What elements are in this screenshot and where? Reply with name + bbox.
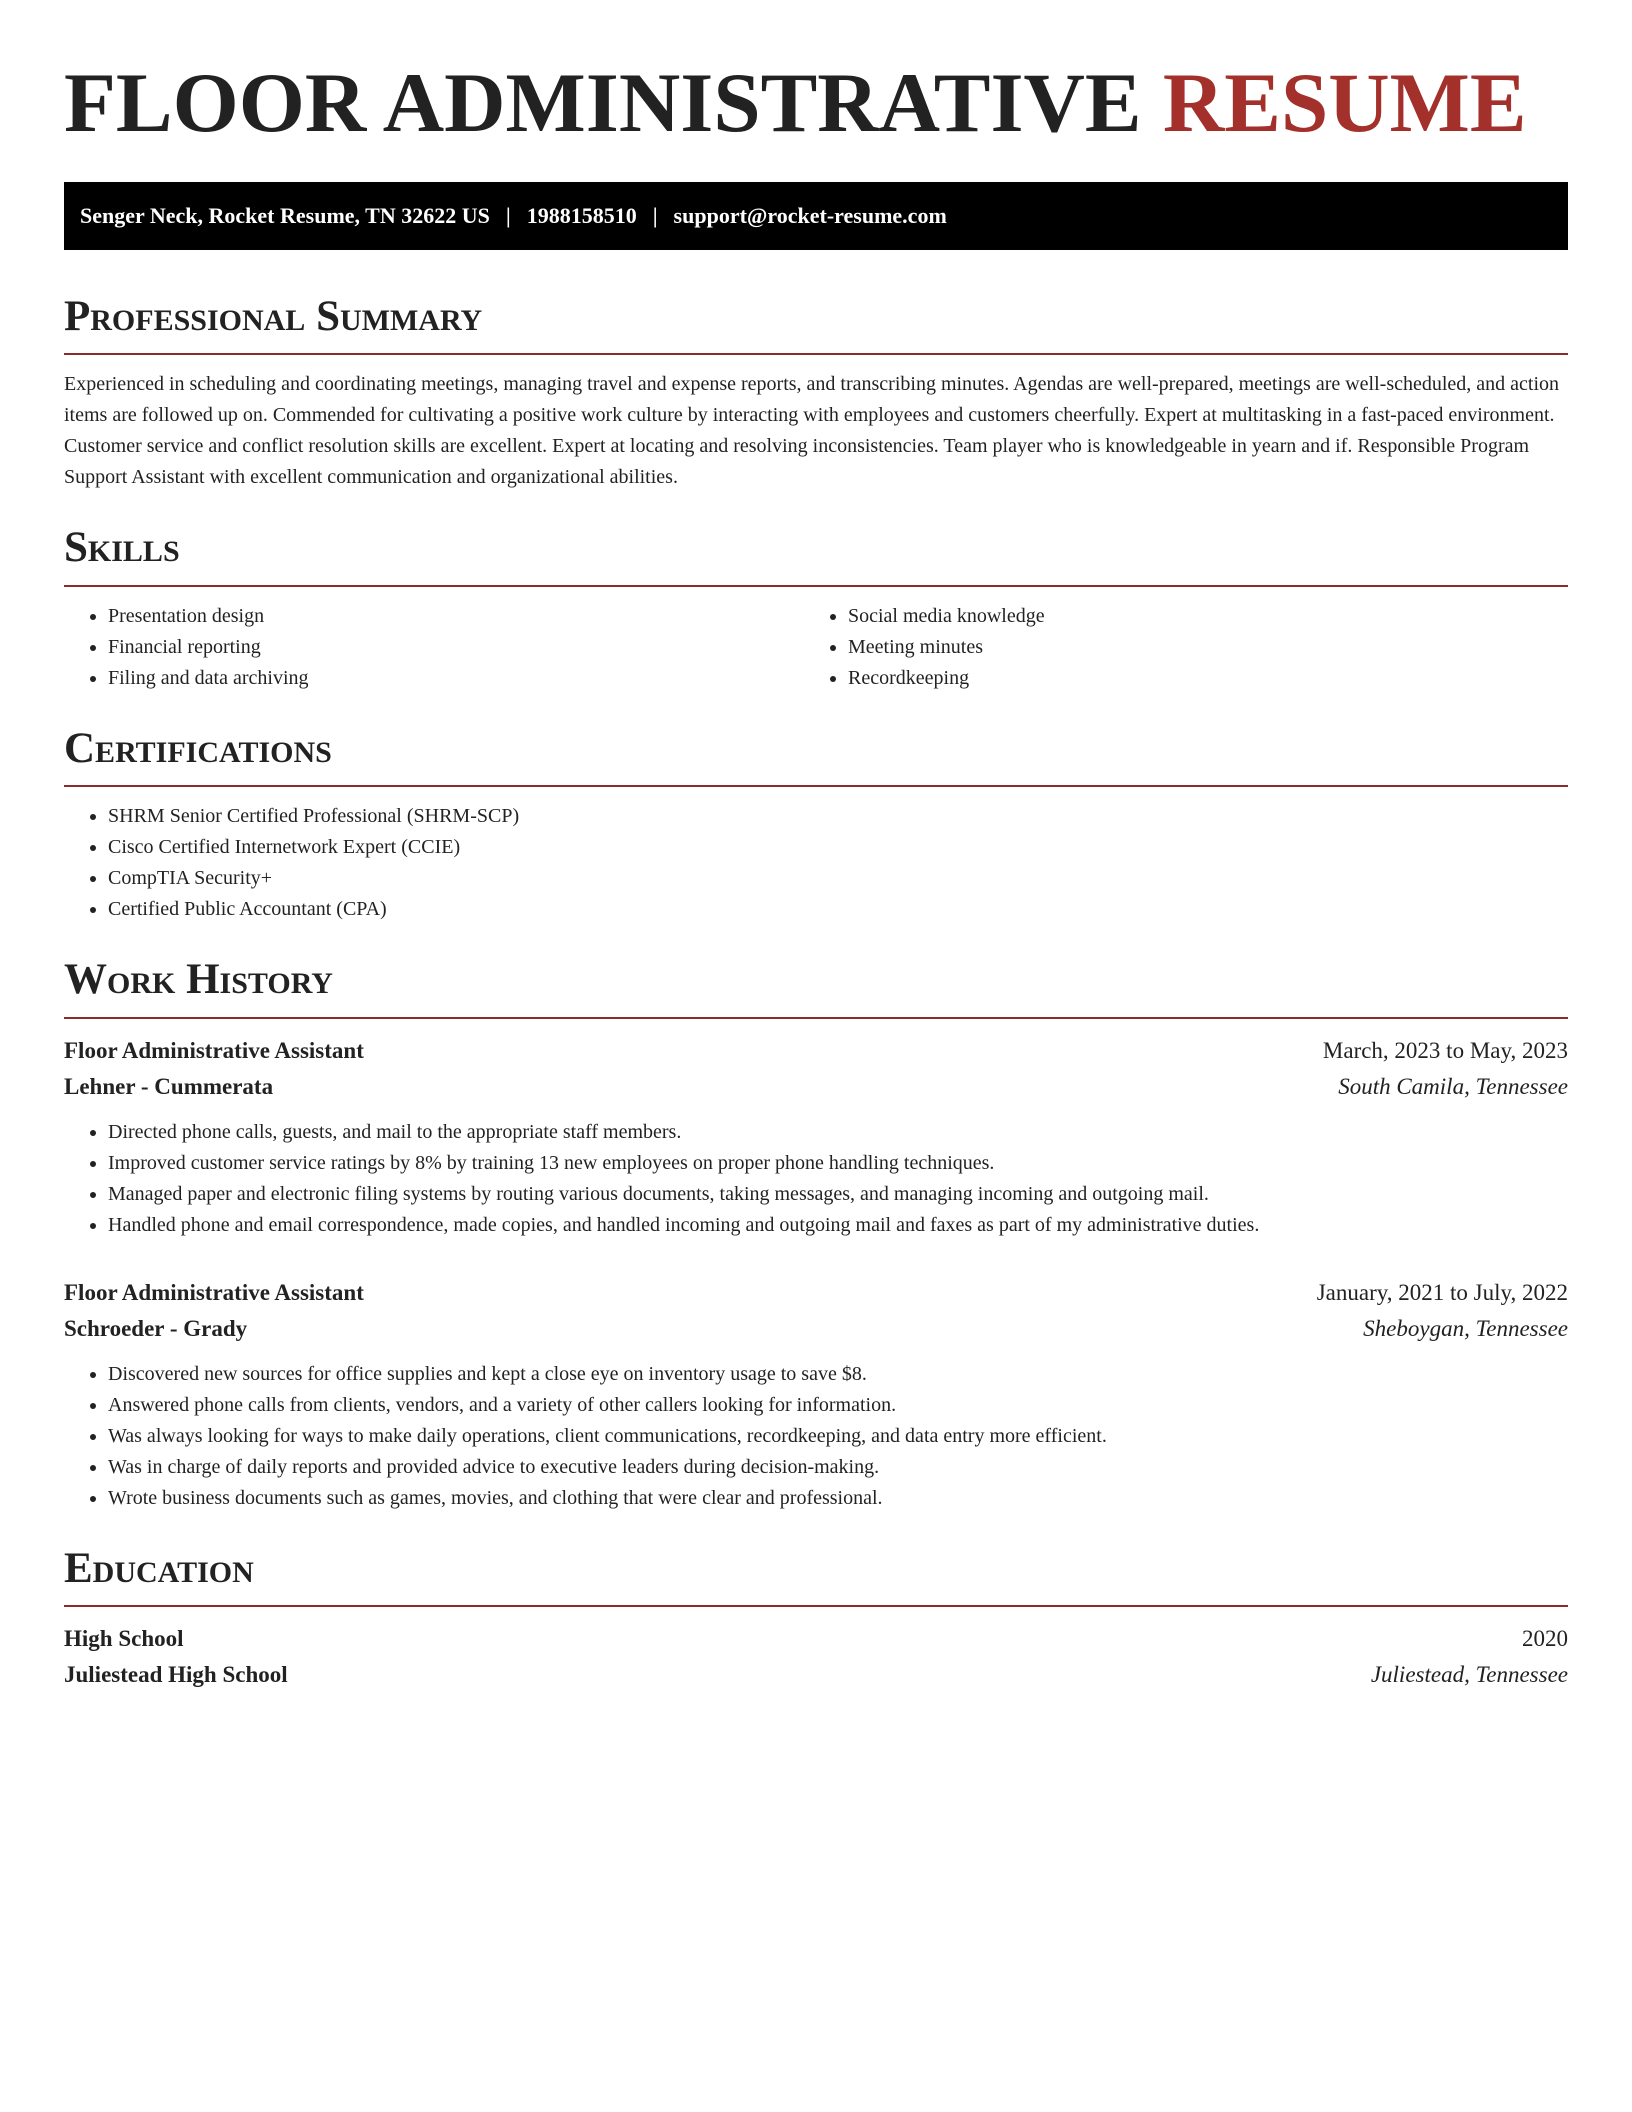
- job-bullet: • Discovered new sources for office supplies and kept a close eye on inventory usage to save $8.: [108, 1359, 1568, 1390]
- job-bullet: • Was in charge of daily reports and provided advice to executive leaders during decision-making.: [108, 1452, 1568, 1483]
- resume-title: [64, 52, 1568, 154]
- skill-item: • Filing and data archiving: [108, 663, 804, 694]
- certification-item: • CompTIA Security+: [108, 863, 1568, 894]
- certification-item: • Certified Public Accountant (CPA): [108, 894, 1568, 925]
- summary-text: Experienced in scheduling and coordinating meetings, managing travel and expense reports, and transcribing minutes. Agendas are well-prepared, meetings are well-scheduled, and action items are followed up on. Commended for cultivating a positive work culture by interacting with employees and customers cheerfully. Expert at multitasking in a fast-paced environment. Customer service and conflict resolution skills are excellent. Expert at locating and resolving inconsistencies. Team player who is knowledgeable in yearn and if. Responsible Program Support Assistant with excellent communication and organizational abilities.: [64, 373, 1560, 489]
- certifications-section: [64, 724, 1568, 925]
- skill-item: • Recordkeeping: [848, 663, 1544, 694]
- resume-page: [64, 0, 1568, 1693]
- job-company-row: [64, 1311, 1568, 1347]
- work-history-heading: Work History: [64, 956, 333, 1004]
- contact-bar: [64, 182, 1568, 250]
- job-header-row: [64, 1275, 1568, 1311]
- job-bullet: • Managed paper and electronic filing systems by routing various documents, taking messages, and managing incoming and outgoing mail.: [108, 1179, 1568, 1210]
- job-header-row: [64, 1033, 1568, 1069]
- title-main: FLOOR ADMINISTRATIVE: [64, 56, 1142, 150]
- summary-heading: Professional Summary: [64, 293, 483, 340]
- job-bullet: • Wrote business documents such as games, movies, and clothing that were clear and professional.: [108, 1483, 1568, 1514]
- education-location: Juliestead, Tennessee: [1370, 1662, 1568, 1688]
- job-bullet: • Directed phone calls, guests, and mail to the appropriate staff members.: [108, 1117, 1568, 1148]
- summary-section: [64, 292, 1568, 493]
- job-bullet: • Answered phone calls from clients, vendors, and a variety of other callers looking for information.: [108, 1390, 1568, 1421]
- certifications-heading: Certifications: [64, 724, 332, 772]
- skill-item: • Financial reporting: [108, 632, 804, 663]
- education-year: 2020: [1522, 1626, 1568, 1652]
- skill-item: • Presentation design: [108, 601, 804, 632]
- skill-item: • Social media knowledge: [848, 601, 1544, 632]
- job-dates: March, 2023 to May, 2023: [1322, 1037, 1568, 1063]
- job-bullet: • Improved customer service ratings by 8% by training 13 new employees on proper phone handling techniques.: [108, 1148, 1568, 1179]
- certifications-list: [64, 801, 1568, 925]
- job-dates: January, 2021 to July, 2022: [1316, 1279, 1568, 1305]
- section-divider: [64, 585, 1568, 587]
- skills-column-left: [64, 601, 804, 694]
- certification-item: • Cisco Certified Internetwork Expert (CCIE): [108, 832, 1568, 863]
- section-divider: [64, 1605, 1568, 1607]
- skills-grid: [64, 601, 1568, 694]
- section-divider: [64, 353, 1568, 355]
- section-divider: [64, 1017, 1568, 1019]
- job-bullets: [64, 1359, 1568, 1514]
- job-company: Lehner - Cummerata: [64, 1073, 274, 1099]
- job-location: Sheboygan, Tennessee: [1363, 1315, 1568, 1341]
- job-bullet: • Was always looking for ways to make daily operations, client communications, recordkeeping, and data entry more efficient.: [108, 1421, 1568, 1452]
- job-location: South Camila, Tennessee: [1338, 1073, 1568, 1099]
- certification-item: • SHRM Senior Certified Professional (SHRM-SCP): [108, 801, 1568, 832]
- skills-section: [64, 523, 1568, 693]
- education-heading: Education: [64, 1544, 254, 1592]
- job-title: Floor Administrative Assistant: [64, 1279, 364, 1305]
- job-bullets: [64, 1117, 1568, 1241]
- contact-separator: |: [652, 203, 658, 228]
- contact-separator: |: [505, 203, 511, 228]
- title-accent: RESUME: [1162, 56, 1527, 150]
- education-school: Juliestead High School: [64, 1662, 288, 1688]
- contact-address: Senger Neck, Rocket Resume, TN 32622 US: [80, 203, 490, 228]
- section-divider: [64, 785, 1568, 787]
- skills-list-left: [64, 601, 804, 694]
- education-section: [64, 1544, 1568, 1693]
- skills-list-right: [804, 601, 1544, 694]
- skills-heading: Skills: [64, 524, 180, 572]
- job-company-row: [64, 1069, 1568, 1105]
- work-history-section: [64, 955, 1568, 1513]
- skill-item: • Meeting minutes: [848, 632, 1544, 663]
- job-company: Schroeder - Grady: [64, 1315, 248, 1341]
- contact-phone: 1988158510: [526, 203, 637, 228]
- job-entry: [64, 1275, 1568, 1514]
- job-entry: [64, 1033, 1568, 1241]
- skills-column-right: [804, 601, 1544, 694]
- education-degree-row: [64, 1621, 1568, 1657]
- contact-email: support@rocket-resume.com: [673, 203, 947, 228]
- job-title: Floor Administrative Assistant: [64, 1037, 364, 1063]
- job-bullet: • Handled phone and email correspondence, made copies, and handled incoming and outgoing mail and faxes as part of my administrative duties.: [108, 1210, 1568, 1241]
- education-degree: High School: [64, 1626, 184, 1652]
- education-school-row: [64, 1657, 1568, 1693]
